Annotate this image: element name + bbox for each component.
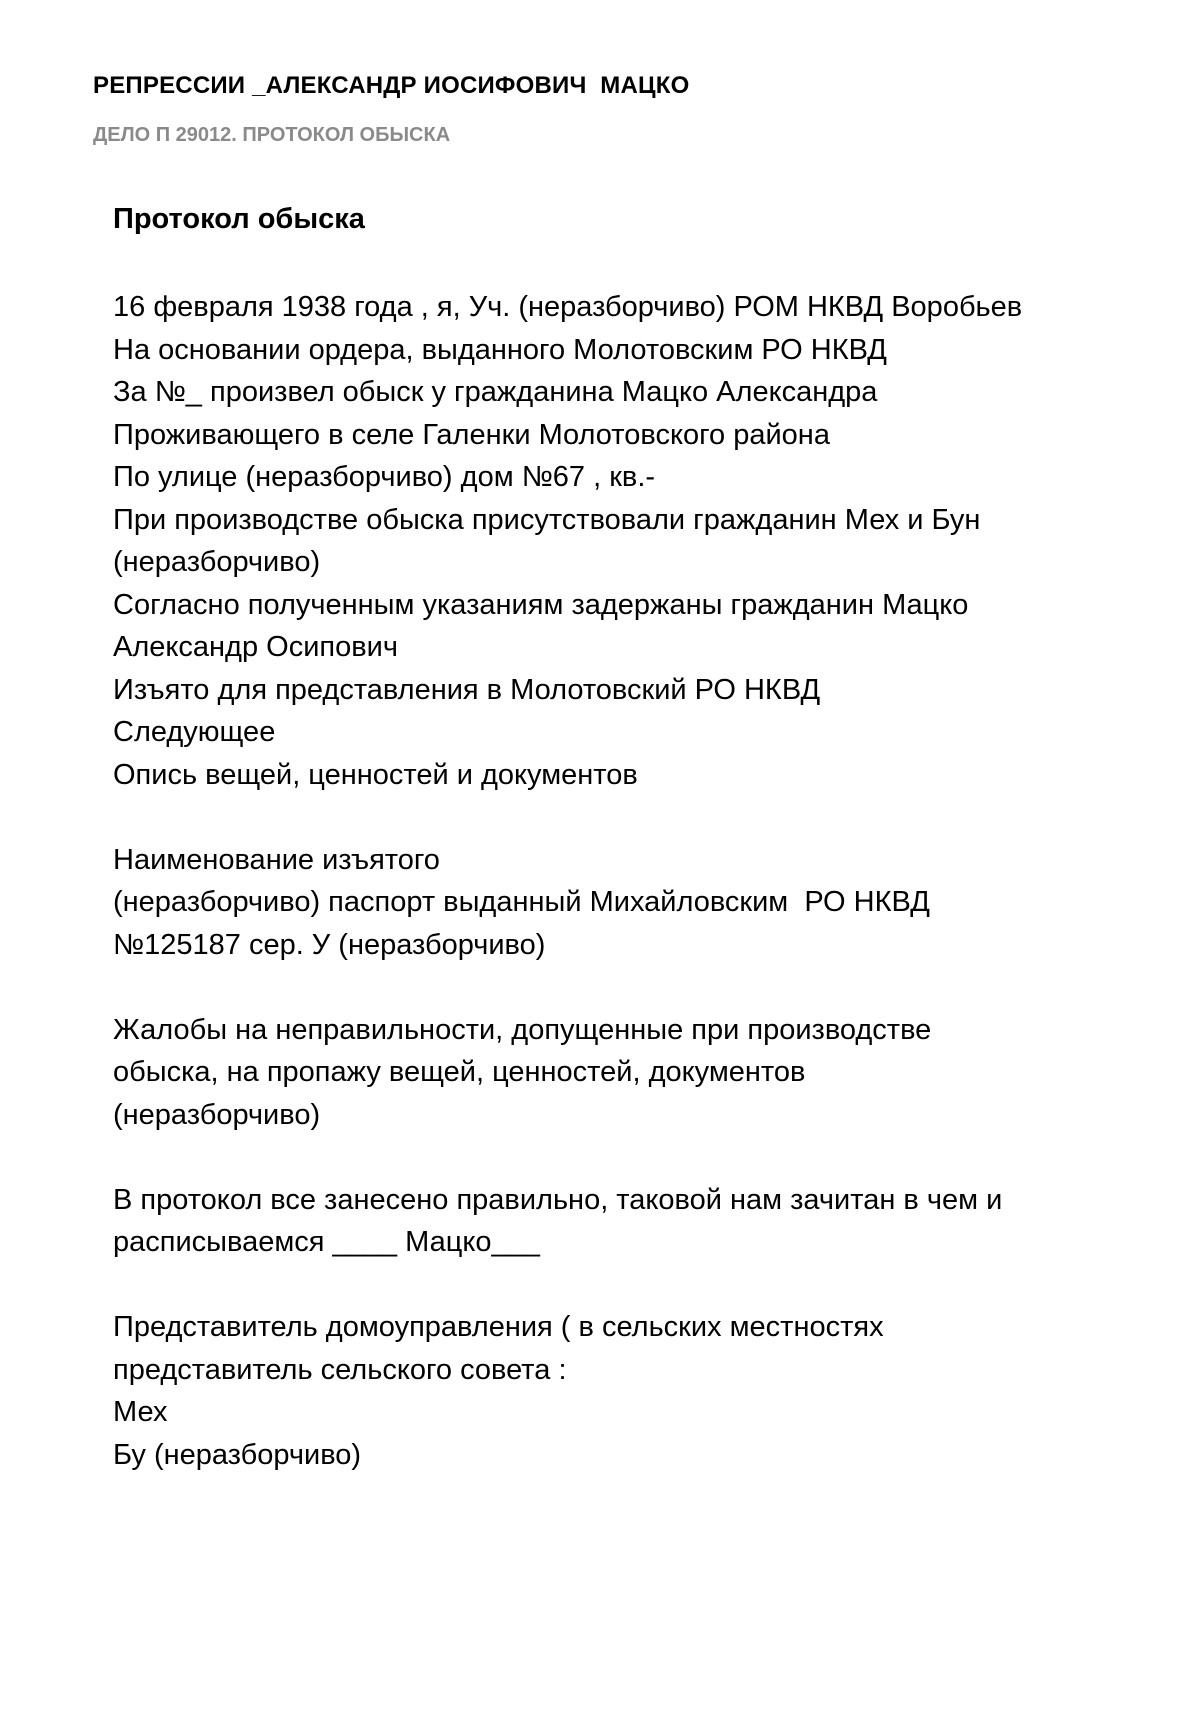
paragraph-gap: [113, 796, 1133, 839]
document-paragraph: [113, 1179, 1133, 1264]
text-line: В протокол все занесено правильно, таковой нам зачитан в чем и: [113, 1183, 1003, 1216]
text-line: (неразборчиво): [113, 1098, 321, 1131]
header-subtitle: ДЕЛО П 29012. ПРОТОКОЛ ОБЫСКА: [93, 124, 451, 146]
text-line: Опись вещей, ценностей и документов: [113, 758, 638, 791]
text-line: За №_ произвел обыск у гражданина Мацко Александра: [113, 376, 878, 408]
text-line: 16 февраля 1938 года , я, Уч. (неразборчиво) РОМ НКВД Воробьев: [113, 291, 1023, 323]
header-title: РЕПРЕССИИ _АЛЕКСАНДР ИОСИФОВИЧ МАЦКО: [93, 72, 690, 99]
text-line: Жалобы на неправильности, допущенные при производстве: [113, 1013, 932, 1046]
paragraph-gap: [113, 966, 1133, 1009]
text-line: расписываемся ____ Мацко___: [113, 1226, 540, 1258]
text-line: Наименование изъятого: [113, 843, 440, 876]
text-line: обыска, на пропажу вещей, ценностей, документов: [113, 1056, 806, 1088]
text-line: Следующее: [113, 716, 276, 748]
text-line: (неразборчиво): [113, 546, 321, 578]
text-line: На основании ордера, выданного Молотовским РО НКВД: [113, 333, 887, 366]
document-paragraph: [113, 1306, 1133, 1476]
text-line: По улице (неразборчиво) дом №67 , кв.-: [113, 461, 656, 493]
text-line: Представитель домоуправления ( в сельских местностях: [113, 1311, 884, 1343]
text-line: Бу (неразборчиво): [113, 1438, 362, 1471]
paragraph-gap: [113, 1136, 1133, 1179]
text-line: (неразборчиво) паспорт выданный Михайловским РО НКВД: [113, 886, 930, 918]
text-line: представитель сельского совета :: [113, 1353, 567, 1386]
paragraph-gap: [113, 1264, 1133, 1307]
text-line: Согласно полученным указаниям задержаны гражданин Мацко: [113, 588, 969, 621]
text-line: Александр Осипович: [113, 631, 398, 663]
document-heading: Протокол обыска: [113, 203, 365, 235]
document-paragraph: [113, 286, 1133, 796]
text-line: При производстве обыска присутствовали гражданин Мех и Бун: [113, 503, 981, 536]
document-paragraph: [113, 1009, 1133, 1137]
text-line: №125187 сер. У (неразборчиво): [113, 928, 546, 961]
document-body: [113, 286, 1133, 1476]
text-line: Проживающего в селе Галенки Молотовского района: [113, 418, 830, 451]
document-paragraph: [113, 839, 1133, 967]
text-line: Изъято для представления в Молотовский РО НКВД: [113, 673, 821, 706]
text-line: Мех: [113, 1396, 168, 1428]
